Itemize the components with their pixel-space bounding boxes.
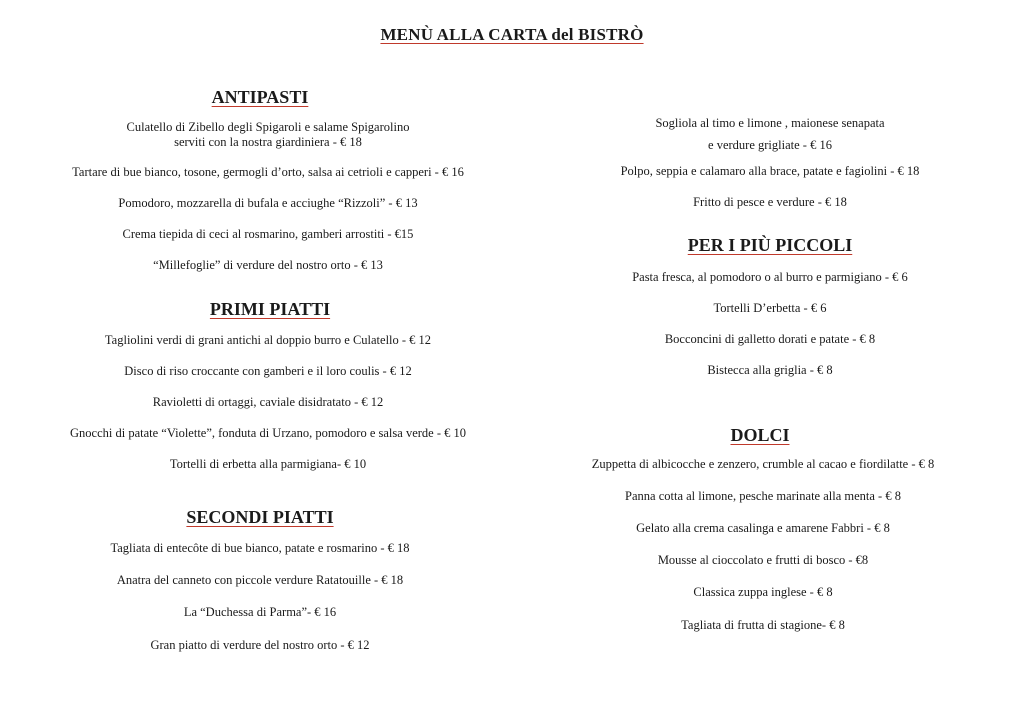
menu-item: Pasta fresca, al pomodoro o al burro e parmigiano - € 6 bbox=[632, 270, 908, 284]
menu-item: Polpo, seppia e calamaro alla brace, patate e fagiolini - € 18 bbox=[620, 164, 920, 178]
menu-item: Bocconcini di galletto dorati e patate - € 8 bbox=[664, 332, 876, 346]
section-heading-piccoli: PER I PIÙ PICCOLI bbox=[687, 235, 853, 255]
menu-item: “Millefoglie” di verdure del nostro orto - € 13 bbox=[153, 258, 383, 272]
section-heading-antipasti: ANTIPASTI bbox=[211, 87, 309, 107]
section-heading-primi: PRIMI PIATTI bbox=[209, 299, 331, 319]
menu-item: serviti con la nostra giardiniera - € 18 bbox=[174, 135, 362, 149]
menu-item: Tagliata di frutta di stagione- € 8 bbox=[681, 618, 845, 632]
menu-item: Bistecca alla griglia - € 8 bbox=[707, 363, 833, 377]
menu-item: Classica zuppa inglese - € 8 bbox=[693, 585, 833, 599]
menu-item: Tagliata di entecôte di bue bianco, patate e rosmarino - € 18 bbox=[110, 541, 410, 555]
menu-item: Gelato alla crema casalinga e amarene Fabbri - € 8 bbox=[636, 521, 890, 535]
menu-item: Gnocchi di patate “Violette”, fonduta di Urzano, pomodoro e salsa verde - € 10 bbox=[70, 426, 466, 440]
menu-item: Crema tiepida di ceci al rosmarino, gamberi arrostiti - €15 bbox=[122, 227, 414, 241]
menu-item: Panna cotta al limone, pesche marinate alla menta - € 8 bbox=[625, 489, 901, 503]
menu-item: Tortelli di erbetta alla parmigiana- € 10 bbox=[169, 457, 367, 471]
menu-item: Pomodoro, mozzarella di bufala e acciughe “Rizzoli” - € 13 bbox=[118, 196, 418, 210]
menu-title bbox=[0, 25, 1024, 45]
section-heading-dolci: DOLCI bbox=[730, 425, 790, 445]
menu-item: Mousse al cioccolato e frutti di bosco - €8 bbox=[657, 553, 869, 567]
menu-item: Ravioletti di ortaggi, caviale disidratato - € 12 bbox=[152, 395, 384, 409]
menu-item: Anatra del canneto con piccole verdure Ratatouille - € 18 bbox=[116, 573, 404, 587]
section-heading-secondi: SECONDI PIATTI bbox=[186, 507, 334, 527]
menu-item: Tagliolini verdi di grani antichi al doppio burro e Culatello - € 12 bbox=[104, 333, 432, 347]
menu-title-text: MENÙ ALLA CARTA del BISTRÒ bbox=[380, 25, 644, 44]
menu-item: e verdure grigliate - € 16 bbox=[708, 138, 832, 152]
menu-item: Tartare di bue bianco, tosone, germogli d’orto, salsa ai cetrioli e capperi - € 16 bbox=[72, 165, 464, 179]
menu-item: Disco di riso croccante con gamberi e il loro coulis - € 12 bbox=[124, 364, 412, 378]
menu-item: La “Duchessa di Parma”- € 16 bbox=[183, 605, 337, 619]
menu-item: Tortelli D’erbetta - € 6 bbox=[713, 301, 827, 315]
menu-item: Zuppetta di albicocche e zenzero, crumble al cacao e fiordilatte - € 8 bbox=[591, 457, 935, 471]
menu-item: Culatello di Zibello degli Spigaroli e salame Spigarolino bbox=[126, 120, 410, 134]
menu-item: Gran piatto di verdure del nostro orto - € 12 bbox=[150, 638, 370, 652]
menu-item: Fritto di pesce e verdure - € 18 bbox=[693, 195, 847, 209]
menu-item: Sogliola al timo e limone , maionese senapata bbox=[655, 116, 885, 130]
